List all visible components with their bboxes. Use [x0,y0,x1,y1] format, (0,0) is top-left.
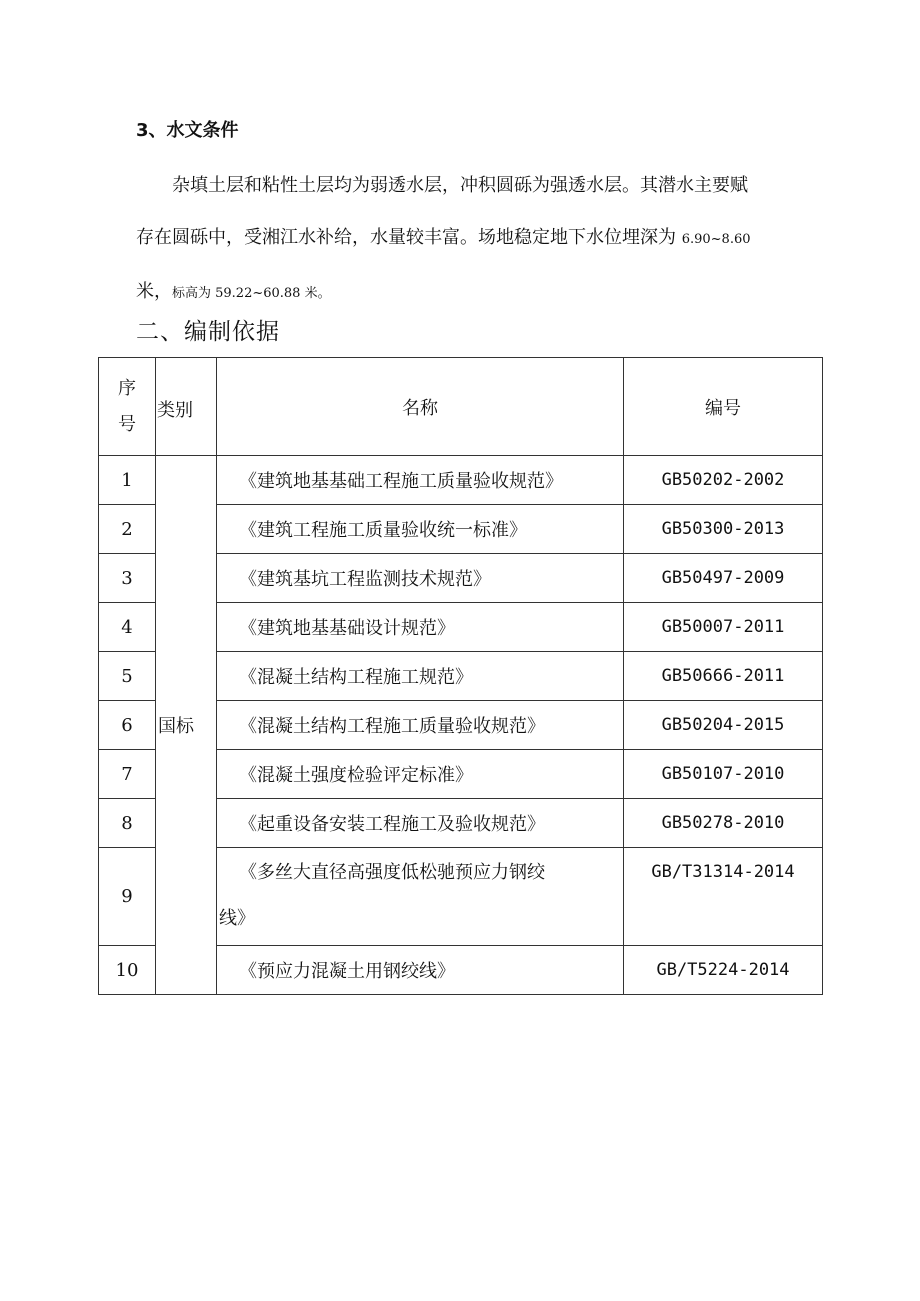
row-no: 3 [99,554,156,603]
reference-standards-table [98,357,823,995]
row-code: GB50007-2011 [624,603,823,652]
hydrology-line-1: 杂填土层和粘性土层均为弱透水层，冲积圆砾为强透水层。其潜水主要赋 [172,175,748,196]
row-no: 2 [99,505,156,554]
row-name: 《预应力混凝土用钢绞线》 [217,946,624,995]
hydrology-line-3-text: 米， [136,281,172,302]
row-name [217,848,624,946]
header-name: 名称 [217,358,624,456]
row-no: 4 [99,603,156,652]
row-no: 10 [99,946,156,995]
row-no: 5 [99,652,156,701]
groundwater-elevation-value: 标高为 59.22~60.88 米。 [172,286,331,301]
row-name-line-1: 《多丝大直径高强度低松驰预应力钢绞 [239,862,545,883]
row-name: 《建筑地基基础工程施工质量验收规范》 [217,456,624,505]
header-no-line-1: 序 [118,377,136,399]
header-no-line-2: 号 [118,413,136,435]
row-code: GB50202-2002 [624,456,823,505]
category-cell: 国标 [156,456,217,995]
hydrology-heading: 3、水文条件 [136,120,239,141]
row-code: GB/T31314-2014 [624,848,823,946]
table-row [99,456,823,505]
section-title: 二、编制依据 [136,319,280,345]
row-code: GB50278-2010 [624,799,823,848]
row-no: 8 [99,799,156,848]
groundwater-depth-value: 6.90~8.60 [681,232,751,247]
row-no: 9 [99,848,156,946]
row-code: GB50497-2009 [624,554,823,603]
row-code: GB50300-2013 [624,505,823,554]
header-code: 编号 [624,358,823,456]
header-category: 类别 [156,358,217,456]
row-name: 《建筑地基基础设计规范》 [217,603,624,652]
row-name: 《建筑基坑工程监测技术规范》 [217,554,624,603]
row-code: GB/T5224-2014 [624,946,823,995]
hydrology-line-2-text: 存在圆砾中，受湘江水补给，水量较丰富。场地稳定地下水位埋深为 [136,227,682,248]
row-no: 7 [99,750,156,799]
hydrology-line-3 [136,266,836,320]
row-code: GB50204-2015 [624,701,823,750]
row-name: 《混凝土结构工程施工规范》 [217,652,624,701]
row-code: GB50107-2010 [624,750,823,799]
row-no: 1 [99,456,156,505]
row-no: 6 [99,701,156,750]
row-name: 《混凝土结构工程施工质量验收规范》 [217,701,624,750]
row-name-line-2: 线》 [219,908,255,929]
hydrology-paragraph [136,160,836,320]
header-no [99,358,156,456]
row-name: 《起重设备安装工程施工及验收规范》 [217,799,624,848]
row-code: GB50666-2011 [624,652,823,701]
row-name: 《建筑工程施工质量验收统一标准》 [217,505,624,554]
hydrology-line-2 [136,212,836,266]
table-header-row [99,358,823,456]
row-name: 《混凝土强度检验评定标准》 [217,750,624,799]
